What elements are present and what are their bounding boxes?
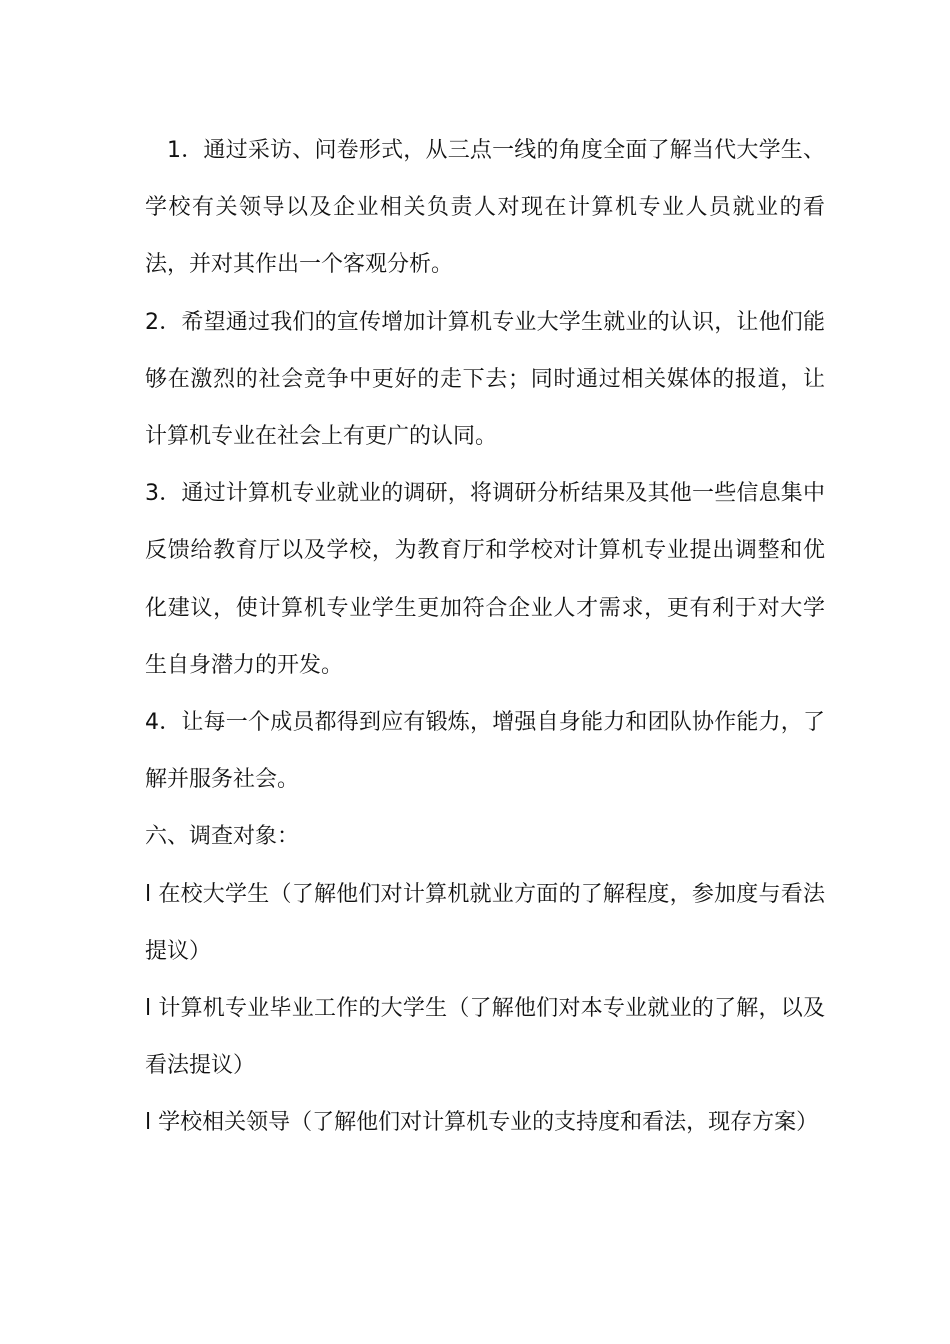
survey-target-item-school-leaders: l 学校相关领导（了解他们对计算机专业的支持度和看法，现存方案）: [145, 1110, 819, 1136]
goal-paragraph-1: 1．通过采访、问卷形式，从三点一线的角度全面了解当代大学生、学校有关领导以及企业相关负责人对现在计算机专业人员就业的看法，并对其作出一个客观分析。: [145, 138, 825, 278]
goal-paragraph-4: 4．让每一个成员都得到应有锻炼，增强自身能力和团队协作能力，了解并服务社会。: [145, 710, 825, 793]
goal-paragraph-3: 3．通过计算机专业就业的调研，将调研分析结果及其他一些信息集中反馈给教育厅以及学校，为教育厅和学校对计算机专业提出调整和优化建议，使计算机专业学生更加符合企业人才需求，更有利于对大学生自身潜力的开发。: [145, 481, 825, 678]
document-body: [145, 122, 825, 1152]
survey-target-item-students: l 在校大学生（了解他们对计算机就业方面的了解程度，参加度与看法提议）: [145, 881, 825, 964]
survey-target-item-graduates: l 计算机专业毕业工作的大学生（了解他们对本专业就业的了解，以及看法提议）: [145, 996, 825, 1079]
goal-paragraph-2: 2．希望通过我们的宣传增加计算机专业大学生就业的认识，让他们能够在激烈的社会竞争中更好的走下去；同时通过相关媒体的报道，让计算机专业在社会上有更广的认同。: [145, 309, 825, 450]
section-heading-survey-targets: 六、调查对象：: [145, 824, 300, 850]
